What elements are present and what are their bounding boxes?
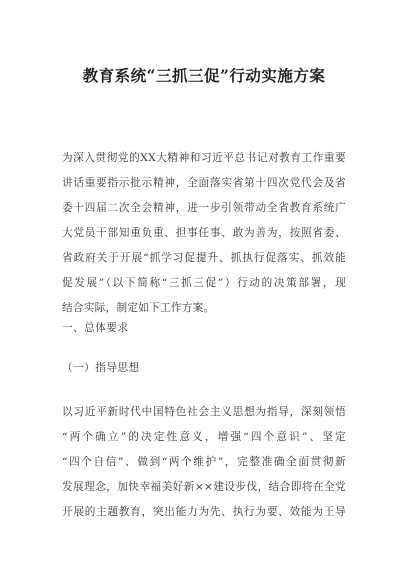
paragraph-line: “两个确立”的决定性意义，增强“四个意识”、坚定: [62, 431, 346, 443]
paragraph-line: 讲话重要指示批示精神，全面落实省第十四次党代会及省: [62, 177, 346, 189]
paragraph-line: 委十四届二次全会精神，进一步引领带动全省教育系统广: [62, 202, 346, 214]
intro-paragraph: [62, 146, 346, 321]
section-heading: 一、总体要求: [62, 322, 129, 334]
paragraph-line: “四个自信”、做到“两个维护”，完整准确全面贯彻新: [62, 456, 346, 468]
document-title: 教育系统“三抓三促”行动实施方案: [82, 66, 326, 85]
paragraph-line: 大党员干部知重负重、担事任事、敢为善为，按照省委、: [62, 227, 346, 239]
paragraph-line: 结合实际，制定如下工作方案。: [62, 302, 215, 314]
guiding-paragraph: [62, 400, 346, 525]
paragraph-line: 开展的主题教育，突出能力为先、执行为要、效能为王导: [62, 506, 346, 518]
paragraph-line: 促发展”（以下简称“三抓三促”）行动的决策部署，现: [62, 277, 346, 289]
subsection-heading: （一）指导思想: [62, 362, 140, 374]
paragraph-line: 省政府关于开展“抓学习促提升、抓执行促落实、抓效能: [62, 252, 346, 264]
paragraph-line: 以习近平新时代中国特色社会主义思想为指导，深刻领悟: [62, 406, 346, 418]
paragraph-line: 为深入贯彻党的XX大精神和习近平总书记对教育工作重要: [62, 152, 346, 164]
paragraph-line: 发展理念，加快幸福美好新××建设步伐，结合即将在全党: [62, 481, 346, 493]
